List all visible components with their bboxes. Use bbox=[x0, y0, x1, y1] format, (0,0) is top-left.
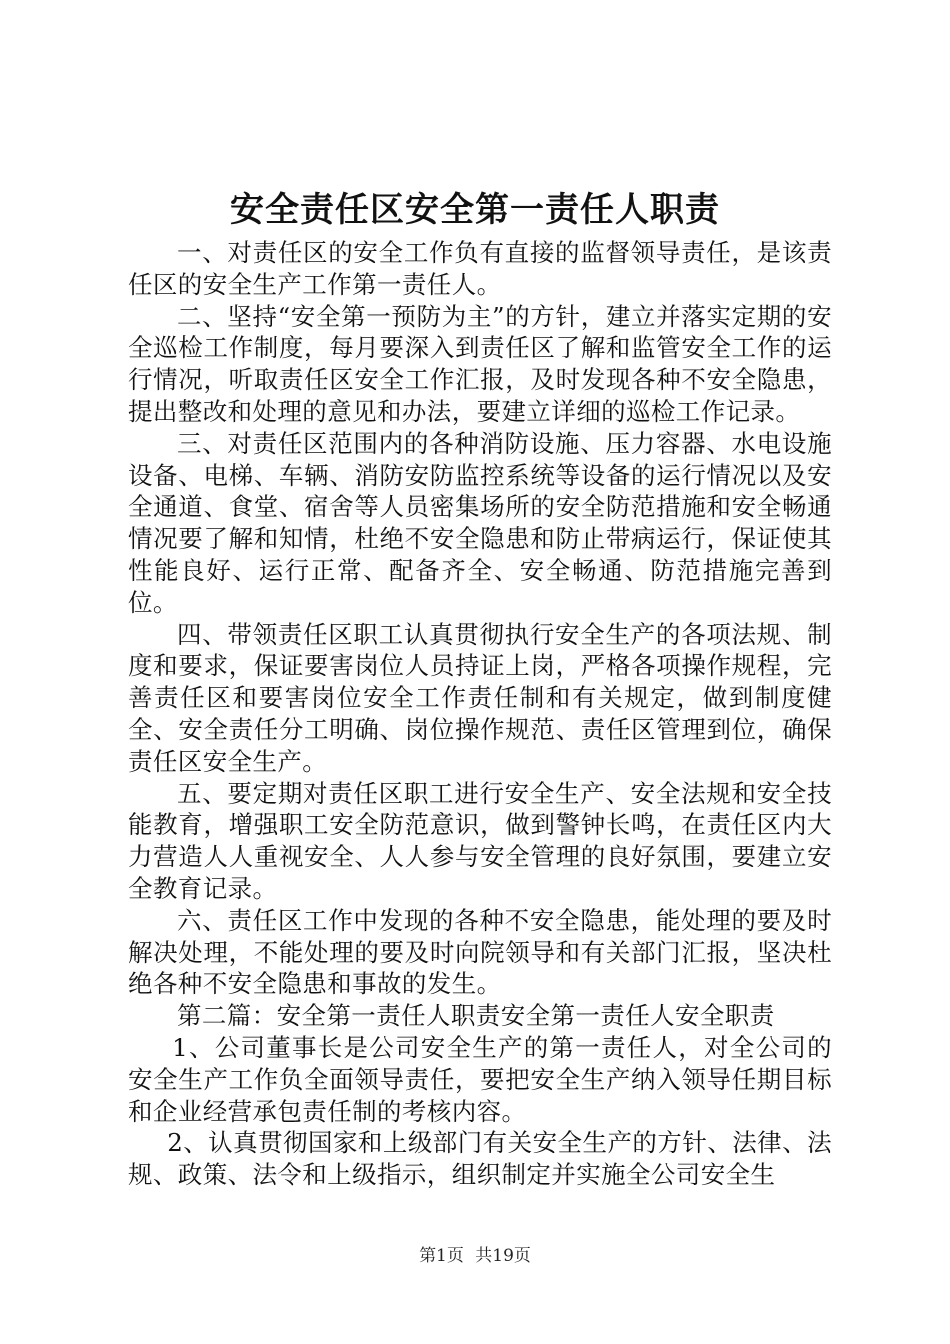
page-footer bbox=[0, 1245, 950, 1267]
document-body bbox=[128, 237, 832, 1191]
document-title: 安全责任区安全第一责任人职责 bbox=[230, 190, 720, 230]
page-total: 共19页 bbox=[475, 1246, 531, 1266]
paragraph-2: 二、坚持“安全第一预防为主”的方针，建立并落实定期的安全巡检工作制度，每月要深入到责任区了解和监管安全工作的运行情况，听取责任区安全工作汇报，及时发现各种不安全隐患，提出整改和处理的意见和办法，要建立详细的巡检工作记录。 bbox=[128, 301, 832, 426]
paragraph-8: 2、认真贯彻国家和上级部门有关安全生产的方针、法律、法规、政策、法令和上级指示，组织制定并实施全公司安全生 bbox=[128, 1128, 832, 1190]
paragraph-7: 1、公司董事长是公司安全生产的第一责任人，对全公司的安全生产工作负全面领导责任，要把安全生产纳入领导任期目标和企业经营承包责任制的考核内容。 bbox=[128, 1032, 832, 1126]
paragraph-5: 五、要定期对责任区职工进行安全生产、安全法规和安全技能教育，增强职工安全防范意识，做到警钟长鸣，在责任区内大力营造人人重视安全、人人参与安全管理的良好氛围，要建立安全教育记录。 bbox=[128, 778, 832, 903]
paragraph-3: 三、对责任区范围内的各种消防设施、压力容器、水电设施设备、电梯、车辆、消防安防监控系统等设备的运行情况以及安全通道、食堂、宿舍等人员密集场所的安全防范措施和安全畅通情况要了解和知情，杜绝不安全隐患和防止带病运行，保证使其性能良好、运行正常、配备齐全、安全畅通、防范措施完善到位。 bbox=[128, 428, 832, 617]
paragraph-1: 一、对责任区的安全工作负有直接的监督领导责任，是该责任区的安全生产工作第一责任人。 bbox=[128, 238, 832, 299]
paragraph-4: 四、带领责任区职工认真贯彻执行安全生产的各项法规、制度和要求，保证要害岗位人员持证上岗，严格各项操作规程，完善责任区和要害岗位安全工作责任制和有关规定，做到制度健全、安全责任分工明确、岗位操作规范、责任区管理到位，确保责任区安全生产。 bbox=[128, 619, 832, 776]
page-number: 第1页 bbox=[419, 1246, 464, 1266]
paragraph-6: 六、责任区工作中发现的各种不安全隐患，能处理的要及时解决处理，不能处理的要及时向院领导和有关部门汇报，坚决杜绝各种不安全隐患和事故的发生。 bbox=[128, 905, 832, 999]
section-heading-2: 第二篇：安全第一责任人职责安全第一责任人安全职责 bbox=[177, 1001, 775, 1031]
